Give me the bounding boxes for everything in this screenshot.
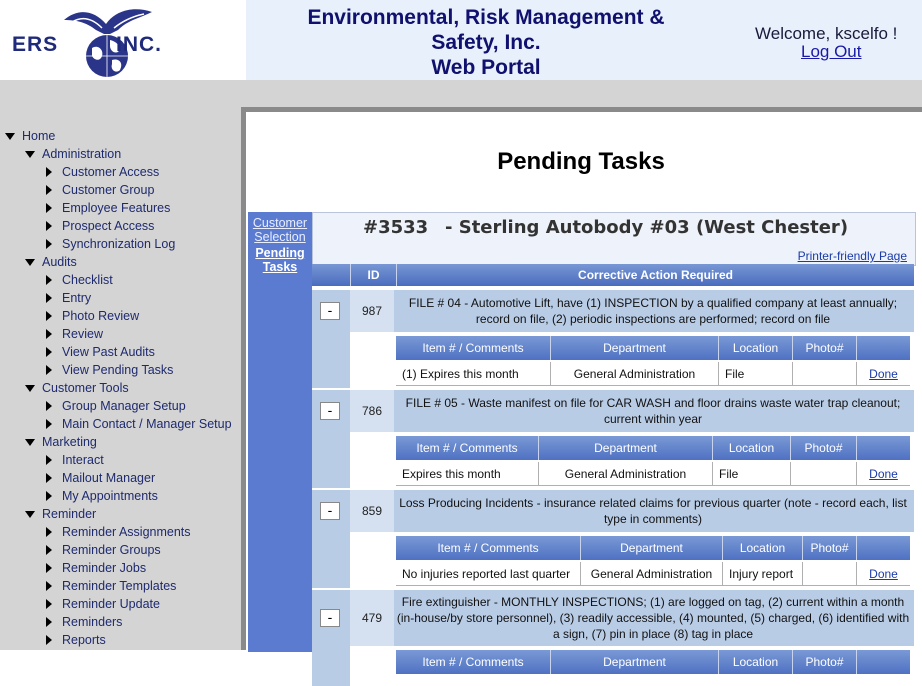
sidebar-item-photo-review[interactable]: Photo Review bbox=[62, 309, 140, 323]
detail-location: Injury report bbox=[722, 562, 802, 586]
sidebar-item-reminder-assignments[interactable]: Reminder Assignments bbox=[62, 525, 191, 539]
expanded-triangle-icon[interactable] bbox=[25, 511, 35, 518]
detail-header-action bbox=[856, 336, 910, 360]
detail-header-photo: Photo# bbox=[802, 536, 856, 560]
sidebar-item-home[interactable]: Home bbox=[22, 129, 56, 143]
task-row bbox=[312, 590, 914, 646]
sidebar-item-view-past-audits[interactable]: View Past Audits bbox=[62, 345, 155, 359]
done-link[interactable]: Done bbox=[856, 462, 910, 486]
logo-text-ers: ERS bbox=[12, 33, 59, 56]
collapsed-triangle-icon[interactable] bbox=[46, 635, 52, 645]
sidebar-item-customer-group[interactable]: Customer Group bbox=[62, 183, 155, 197]
collapse-task-button[interactable]: - bbox=[320, 302, 340, 320]
detail-header-location: Location bbox=[718, 336, 792, 360]
sidebar-item-prospect-access[interactable]: Prospect Access bbox=[62, 219, 155, 233]
detail-department: General Administration bbox=[538, 462, 712, 486]
collapsed-triangle-icon[interactable] bbox=[46, 203, 52, 213]
logo-text-inc: INC. bbox=[116, 33, 162, 56]
detail-comment: (1) Expires this month bbox=[402, 367, 519, 381]
detail-photo bbox=[792, 362, 856, 386]
expanded-triangle-icon[interactable] bbox=[25, 151, 35, 158]
id-spacer bbox=[350, 332, 394, 388]
detail-header-photo: Photo# bbox=[792, 336, 856, 360]
page-title: Pending Tasks bbox=[497, 148, 665, 175]
corrective-action-text: FILE # 04 - Automotive Lift, have (1) INSPECTION by a qualified company at least annually; record on file, (2) periodic inspections are performed; record on file bbox=[408, 296, 898, 326]
logout-link[interactable]: Log Out bbox=[801, 42, 862, 61]
detail-department: General Administration bbox=[550, 362, 718, 386]
detail-row bbox=[396, 362, 910, 386]
collapsed-triangle-icon[interactable] bbox=[46, 185, 52, 195]
task-id: 479 bbox=[350, 590, 394, 646]
id-spacer bbox=[350, 646, 394, 686]
detail-header-photo: Photo# bbox=[790, 436, 856, 460]
header-spacer bbox=[312, 264, 350, 286]
sidebar-item-reports[interactable]: Reports bbox=[62, 633, 106, 647]
expanded-triangle-icon[interactable] bbox=[25, 439, 35, 446]
task-left-nav bbox=[248, 212, 312, 652]
row-gutter bbox=[312, 532, 350, 588]
header-corrective-action: Corrective Action Required bbox=[396, 264, 914, 286]
store-number: #3533 bbox=[363, 217, 429, 238]
detail-header-department: Department bbox=[580, 536, 722, 560]
header-separator-band bbox=[0, 80, 922, 107]
sidebar-item-mailout-manager[interactable]: Mailout Manager bbox=[62, 471, 156, 485]
header-id: ID bbox=[350, 264, 396, 286]
detail-row bbox=[396, 462, 910, 486]
collapsed-triangle-icon[interactable] bbox=[46, 563, 52, 573]
task-row bbox=[312, 390, 914, 432]
collapsed-triangle-icon[interactable] bbox=[46, 527, 52, 537]
detail-photo bbox=[802, 562, 856, 586]
collapsed-triangle-icon[interactable] bbox=[46, 293, 52, 303]
sidebar-item-group-manager-setup[interactable]: Group Manager Setup bbox=[62, 399, 186, 413]
collapsed-triangle-icon[interactable] bbox=[46, 419, 52, 429]
corrective-action-text: Fire extinguisher - MONTHLY INSPECTIONS; (1) are logged on tag, (2) current within a month (in-house/by store personnel), (3) readily accessible, (4) mounted, (5) charged, (6) identified with a sign, (7) pin in place (8) tag in place bbox=[396, 595, 910, 641]
detail-header-item: Item # / Comments bbox=[422, 655, 524, 669]
detail-row bbox=[396, 562, 910, 586]
portal-title-line-2: Safety, Inc. bbox=[431, 31, 541, 54]
detail-comment: No injuries reported last quarter bbox=[402, 567, 571, 581]
collapse-task-button[interactable]: - bbox=[320, 609, 340, 627]
detail-header-photo: Photo# bbox=[792, 650, 856, 674]
done-link[interactable]: Done bbox=[856, 562, 910, 586]
sidebar-item-reminder-jobs[interactable]: Reminder Jobs bbox=[62, 561, 147, 575]
detail-header-location: Location bbox=[712, 436, 790, 460]
detail-comment: Expires this month bbox=[402, 467, 501, 481]
collapsed-triangle-icon[interactable] bbox=[46, 275, 52, 285]
detail-location: File bbox=[712, 462, 790, 486]
collapsed-triangle-icon[interactable] bbox=[46, 221, 52, 231]
task-id: 786 bbox=[350, 390, 394, 432]
detail-header bbox=[396, 336, 910, 360]
sidebar-item-reminder[interactable]: Reminder bbox=[42, 507, 97, 521]
collapsed-triangle-icon[interactable] bbox=[46, 545, 52, 555]
detail-header-location: Location bbox=[718, 650, 792, 674]
task-row bbox=[312, 490, 914, 532]
sidebar-item-reminder-update[interactable]: Reminder Update bbox=[62, 597, 160, 611]
corrective-action-text: Loss Producing Incidents - insurance related claims for previous quarter (note - record each, list type in comments) bbox=[399, 496, 907, 526]
sidebar-item-reminder-templates[interactable]: Reminder Templates bbox=[62, 579, 177, 593]
sidebar-nav-tree bbox=[0, 107, 241, 650]
done-link[interactable]: Done bbox=[856, 362, 910, 386]
row-gutter bbox=[312, 432, 350, 488]
sidebar-item-customer-access[interactable]: Customer Access bbox=[62, 165, 160, 179]
collapsed-triangle-icon[interactable] bbox=[46, 599, 52, 609]
ers-logo bbox=[0, 0, 244, 80]
collapsed-triangle-icon[interactable] bbox=[46, 311, 52, 321]
corrective-action-text: FILE # 05 - Waste manifest on file for CAR WASH and floor drains waste water trap cleanout; current within year bbox=[405, 396, 901, 426]
detail-header-action bbox=[856, 436, 910, 460]
sidebar-item-my-appointments[interactable]: My Appointments bbox=[62, 489, 158, 503]
sidebar-item-customer-tools[interactable]: Customer Tools bbox=[42, 381, 129, 395]
detail-header-action bbox=[856, 650, 910, 674]
store-name: - Sterling Autobody #03 (West Chester) bbox=[445, 217, 849, 238]
detail-header bbox=[396, 650, 910, 674]
printer-friendly-link[interactable]: Printer-friendly Page bbox=[797, 249, 907, 263]
detail-header-item: Item # / Comments bbox=[422, 341, 524, 355]
sidebar-item-review[interactable]: Review bbox=[62, 327, 103, 341]
task-id: 859 bbox=[350, 490, 394, 532]
pending-tasks-link[interactable]: Pending Tasks bbox=[255, 246, 305, 274]
collapsed-triangle-icon[interactable] bbox=[46, 581, 52, 591]
detail-header bbox=[396, 436, 910, 460]
detail-department: General Administration bbox=[580, 562, 722, 586]
sidebar-item-employee-features[interactable]: Employee Features bbox=[62, 201, 171, 215]
sidebar-item-main-contact-manager-setup[interactable]: Main Contact / Manager Setup bbox=[62, 417, 232, 431]
sidebar-item-entry[interactable]: Entry bbox=[62, 291, 92, 305]
sidebar-item-interact[interactable]: Interact bbox=[62, 453, 104, 467]
sidebar-item-marketing[interactable]: Marketing bbox=[42, 435, 97, 449]
collapse-task-button[interactable]: - bbox=[320, 402, 340, 420]
expanded-triangle-icon[interactable] bbox=[5, 133, 15, 140]
portal-title-line-3: Web Portal bbox=[431, 56, 541, 79]
expanded-triangle-icon[interactable] bbox=[25, 259, 35, 266]
task-id: 987 bbox=[350, 290, 394, 332]
task-row bbox=[312, 290, 914, 332]
collapsed-triangle-icon[interactable] bbox=[46, 617, 52, 627]
header bbox=[0, 0, 922, 80]
detail-header-location: Location bbox=[722, 536, 802, 560]
detail-header-department: Department bbox=[538, 436, 712, 460]
collapsed-triangle-icon[interactable] bbox=[46, 491, 52, 501]
tasks-table-header bbox=[312, 264, 914, 286]
collapsed-triangle-icon[interactable] bbox=[46, 347, 52, 357]
collapsed-triangle-icon[interactable] bbox=[46, 167, 52, 177]
sidebar-item-audits[interactable]: Audits bbox=[42, 255, 77, 269]
id-spacer bbox=[350, 432, 394, 488]
collapsed-triangle-icon[interactable] bbox=[46, 329, 52, 339]
detail-photo bbox=[790, 462, 856, 486]
sidebar-item-reminders[interactable]: Reminders bbox=[62, 615, 123, 629]
collapse-task-button[interactable]: - bbox=[320, 502, 340, 520]
row-gutter bbox=[312, 646, 350, 686]
main-content bbox=[246, 112, 922, 669]
collapsed-triangle-icon[interactable] bbox=[46, 401, 52, 411]
collapsed-triangle-icon[interactable] bbox=[46, 365, 52, 375]
sidebar-item-synchronization-log[interactable]: Synchronization Log bbox=[62, 237, 176, 251]
sidebar-item-view-pending-tasks[interactable]: View Pending Tasks bbox=[62, 363, 174, 377]
collapsed-triangle-icon[interactable] bbox=[46, 473, 52, 483]
detail-header-item: Item # / Comments bbox=[416, 441, 518, 455]
id-spacer bbox=[350, 532, 394, 588]
detail-header bbox=[396, 536, 910, 560]
detail-location: File bbox=[718, 362, 792, 386]
collapsed-triangle-icon[interactable] bbox=[46, 239, 52, 249]
portal-title-line-1: Environmental, Risk Management & bbox=[307, 6, 665, 29]
sidebar-item-administration[interactable]: Administration bbox=[42, 147, 122, 161]
welcome-text: Welcome, kscelfo ! bbox=[755, 24, 898, 43]
store-header bbox=[312, 212, 916, 266]
collapsed-triangle-icon[interactable] bbox=[46, 455, 52, 465]
customer-selection-link[interactable]: Customer Selection bbox=[252, 216, 308, 244]
detail-header-department: Department bbox=[550, 336, 718, 360]
detail-header-department: Department bbox=[550, 650, 718, 674]
sidebar-item-reminder-groups[interactable]: Reminder Groups bbox=[62, 543, 161, 557]
sidebar-item-checklist[interactable]: Checklist bbox=[62, 273, 113, 287]
expanded-triangle-icon[interactable] bbox=[25, 385, 35, 392]
row-gutter bbox=[312, 332, 350, 388]
detail-header-action bbox=[856, 536, 910, 560]
detail-header-item: Item # / Comments bbox=[437, 541, 539, 555]
